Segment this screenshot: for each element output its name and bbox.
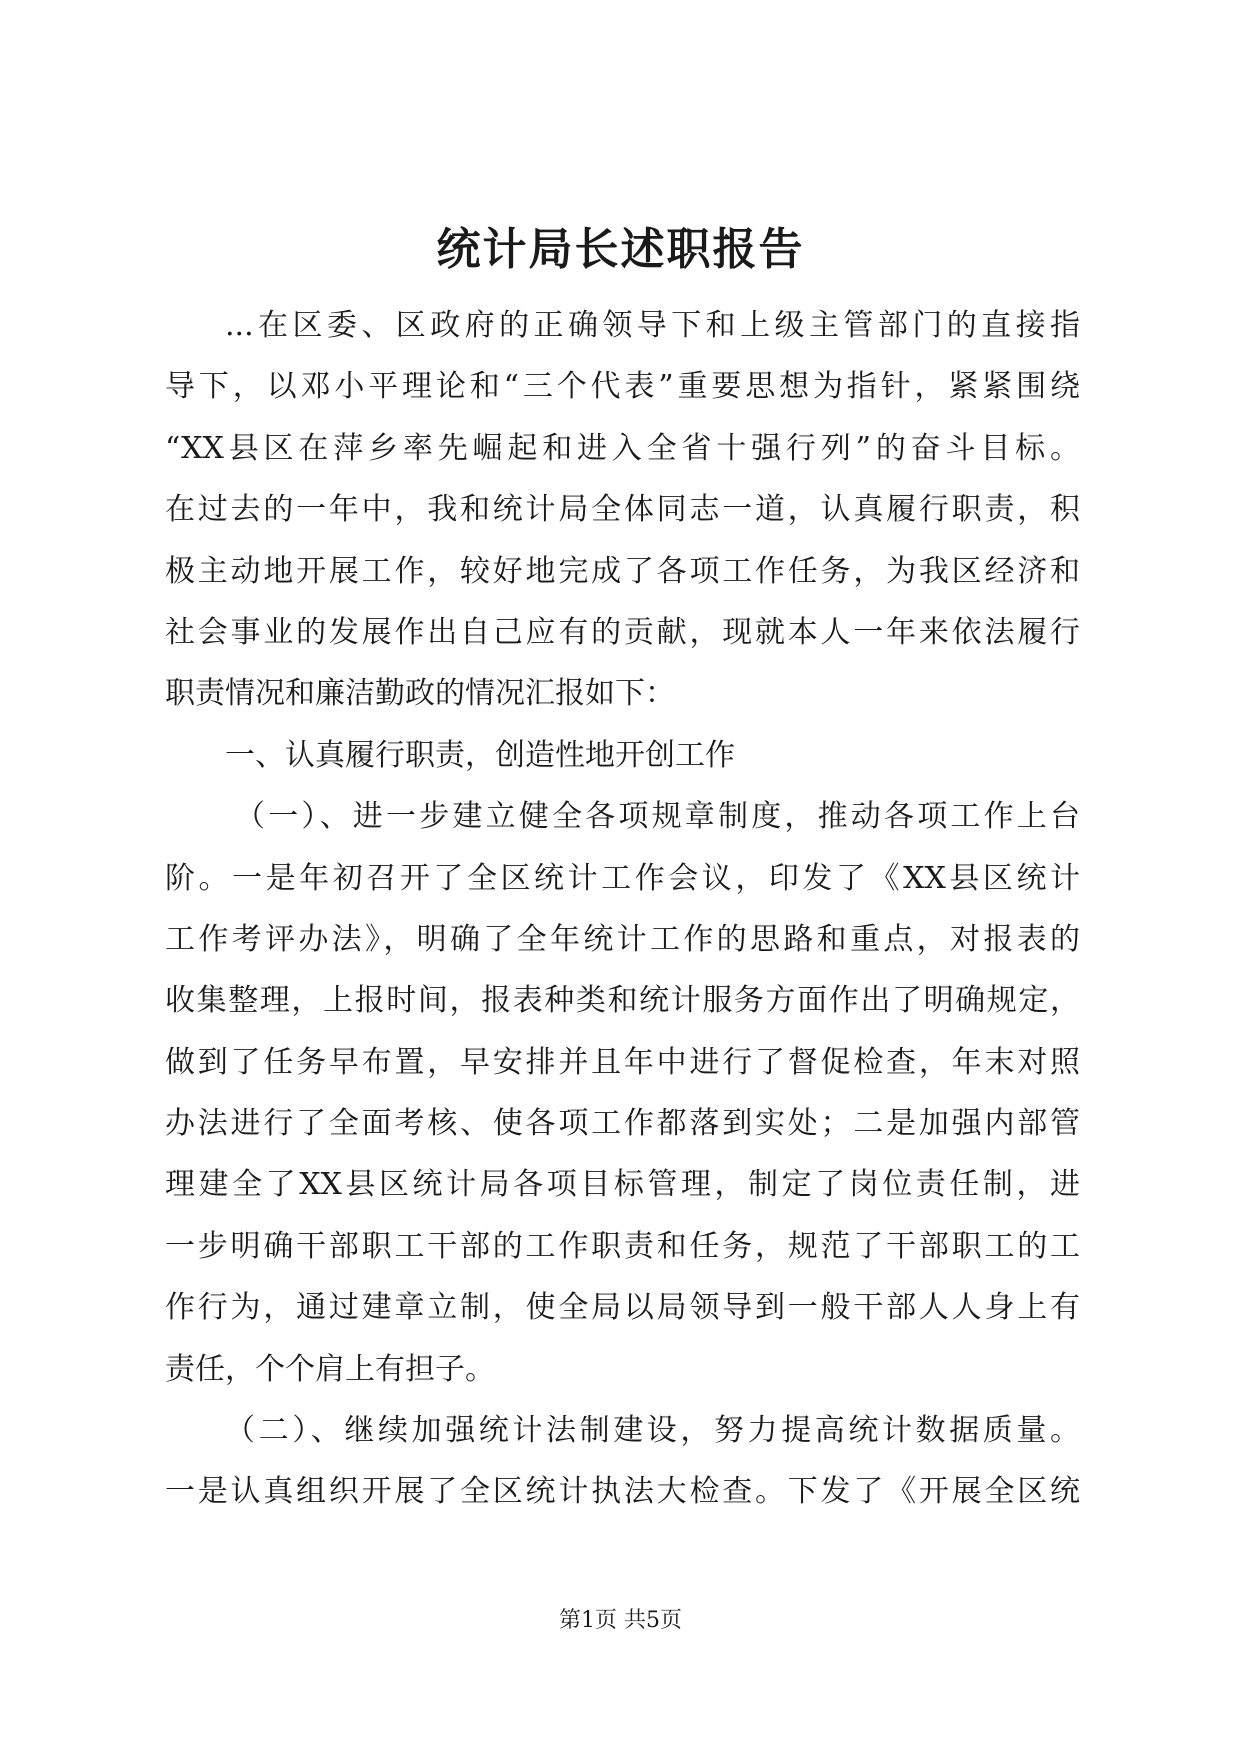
body-line: 责任，个个肩上有担子。 [165,1351,495,1387]
body-line: 作行为，通过建章立制，使全局以局领导到一般干部人人身上有 [165,1290,1080,1326]
document-body [165,295,1080,1523]
body-line: 办法进行了全面考核、使各项工作都落到实处；二是加强内部管 [165,1106,1080,1142]
body-line: 社会事业的发展作出自己应有的贡献，现就本人一年来依法履行 [165,614,1080,650]
body-line: ...在区委、区政府的正确领导下和上级主管部门的直接指 [225,308,1080,343]
body-line: 做到了任务早布置，早安排并且年中进行了督促检查，年末对照 [165,1044,1080,1080]
body-line: 导下，以邓小平理论和“三个代表”重要思想为指针，紧紧围绕 [165,369,1080,405]
body-line: 职责情况和廉洁勤政的情况汇报如下： [165,676,675,712]
subsection-heading-line: （一）、进一步建立健全各项规章制度，推动各项工作上台 [235,799,1080,835]
body-line: 在过去的一年中，我和统计局全体同志一道，认真履行职责，积 [165,492,1080,528]
page-number-footer: 第1页 共5页 [559,1608,682,1633]
body-line: 阶。一是年初召开了全区统计工作会议，印发了《XX县区统计 [165,860,1080,896]
section-heading: 一、认真履行职责，创造性地开创工作 [225,737,735,773]
subsection-heading-line: （二）、继续加强统计法制建设，努力提高统计数据质量。 [225,1413,1080,1449]
body-line: 一是认真组织开展了全区统计执法大检查。下发了《开展全区统 [165,1474,1080,1510]
body-line: 一步明确干部职工干部的工作职责和任务，规范了干部职工的工 [165,1228,1080,1264]
body-line: 极主动地开展工作，较好地完成了各项工作任务，为我区经济和 [165,553,1080,589]
body-line: “XX县区在萍乡率先崛起和进入全省十强行列”的奋斗目标。 [165,430,1080,466]
document-title: 统计局长述职报告 [436,224,805,275]
body-line: 理建全了XX县区统计局各项目标管理，制定了岗位责任制，进 [165,1167,1080,1203]
body-line: 收集整理，上报时间，报表种类和统计服务方面作出了明确规定， [165,983,1080,1019]
body-line: 工作考评办法》，明确了全年统计工作的思路和重点，对报表的 [165,921,1080,957]
